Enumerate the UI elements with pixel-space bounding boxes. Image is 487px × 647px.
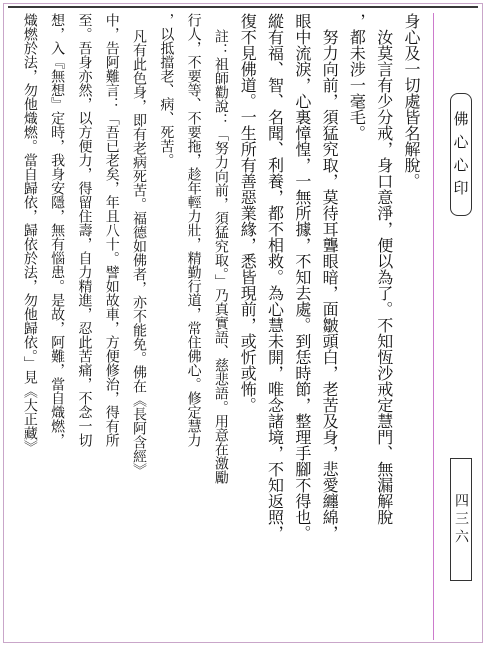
text-line-5: 眼中流淚，心裏慞惶，一無所據，不知去處。到恁時節，整理手腳不得也。 xyxy=(292,13,312,541)
note-line-7: 想，入『無想』定時，我身安隱，無有惱患。是故，阿難，當自熾燃， xyxy=(49,13,66,447)
note-line-3: ，以抵擋老、病、死苦。 xyxy=(158,13,175,167)
note-line-8: 熾燃於法，勿他熾燃。當自歸依，歸依於法，勿他歸依。」見《大正藏》 xyxy=(21,13,38,454)
text-line-2: 汝莫言有少分戒，身口意淨，便以為了。不知恆沙戒定慧門、無漏解脫 xyxy=(374,29,394,525)
note-line-5: 中，告阿難言：「吾已老矣，年且八十。譬如故車，方便修治，得有所 xyxy=(103,13,120,447)
page-number-tab: 四三六 xyxy=(450,458,472,581)
vertical-text-block xyxy=(16,13,425,640)
text-line-6: 縱有福、智、名聞、利養，都不相救。為心慧未開，唯念諸境，不知返照， xyxy=(265,13,285,541)
text-column-area xyxy=(10,13,434,640)
note-line-2: 行人，不要等、不要拖，趁年輕力壯，精勤行道，常住佛心。修定慧力 xyxy=(185,13,202,447)
note-line-1: 註：祖師勸說：「努力向前，須猛究取。」乃真實語、慈悲語。用意在激勵 xyxy=(212,29,229,484)
text-line-1: 身心及一切處皆名解脫。 xyxy=(402,13,421,189)
top-rule xyxy=(8,6,478,8)
text-line-3: ，都未涉一毫毛。 xyxy=(347,13,367,141)
text-line-7: 復不見佛道。一生所有善惡業緣，悉皆現前，或忻或怖。 xyxy=(238,13,258,413)
note-line-4: 凡有此色身，即有老病死苦。福德如佛者，亦不能免。佛在《長阿含經》 xyxy=(131,29,148,477)
text-line-4: 努力向前，須猛究取，莫待耳聾眼暗，面皺頭白，老苦及身，悲愛纏綿， xyxy=(320,29,340,541)
book-title-tab: 佛心心印 xyxy=(450,93,472,216)
note-line-6: 至。吾身亦然，以方便力，得留住壽，自力精進，忍此苦痛，不念一切 xyxy=(76,13,93,447)
